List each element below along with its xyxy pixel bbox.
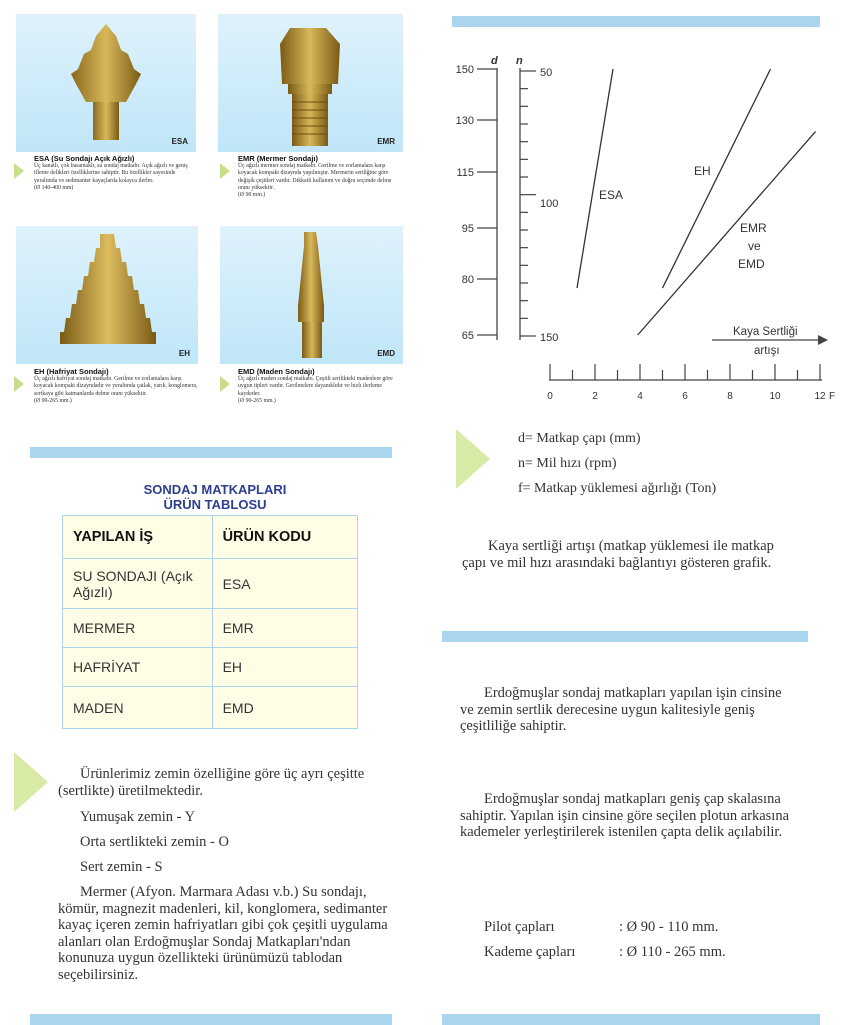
arrow-label-line2: artışı (754, 345, 780, 357)
series-line-emr (638, 132, 816, 335)
f-axis-tick-label: 8 (727, 391, 733, 402)
emd-title: EMD (Maden Sondajı) (238, 367, 315, 376)
n-axis-tick-label: 50 (540, 67, 553, 79)
step-label: Kademe çapları (484, 944, 576, 960)
f-axis-tick-label: 10 (769, 391, 781, 402)
medium-ground: Orta sertlikteki zemin - O (80, 834, 229, 850)
emr-desc: Üç ağızlı mermer sondaj matkabı. Gerilme ve zorlamalara karşı koyacak kompakt dizaynda yapılmıştır. Mermerin sertliğine göre değişik çeşitleri vardır. Dikkatli kullanım ve doğru seçimde delme oranı yüksektir. (238, 163, 392, 191)
esa-bit-image (16, 14, 196, 152)
series-line-esa (577, 69, 613, 288)
f-axis-tick-label: 4 (637, 391, 643, 402)
table-row (63, 648, 358, 687)
emr-bit-image (218, 14, 403, 152)
row-code: EMR (212, 609, 357, 648)
eh-title: EH (Hafriyat Sondajı) (34, 367, 109, 376)
legend-f: f= Matkap yüklemesi ağırlığı (Ton) (518, 481, 717, 496)
emd-desc: Üç ağızlı maden sondaj matkabı. Çeşitli sertlikteki madenlere göre uygun tipleri vardır. Gerilmelere dayanıklıdır ve hızlı ilerleme kaydeder. (238, 376, 393, 397)
emr-pointer (220, 163, 230, 179)
row-code: EH (212, 648, 357, 687)
series-label-ve: ve (748, 239, 761, 253)
series-line-eh (663, 69, 771, 288)
header-job: YAPILAN İŞ (63, 516, 213, 559)
intro-paragraph: Ürünlerimiz zemin özelliğine göre üç ayrı çeşitte (sertlikte) üretilmektedir. (58, 766, 365, 799)
product-photo-emd (220, 226, 403, 364)
table-title-line2: ÜRÜN TABLOSU (163, 497, 267, 512)
eh-size: (Ø 90-265 mm.) (34, 397, 72, 404)
f-axis-label: F (829, 391, 836, 402)
arrow-label-line1: Kaya Sertliği (733, 326, 798, 338)
f-axis-tick-label: 12 (814, 391, 826, 402)
emd-code-label: EMD (377, 349, 395, 358)
soft-ground: Yumuşak zemin - Y (80, 809, 196, 825)
legend-d: d= Matkap çapı (mm) (518, 431, 641, 446)
eh-desc: Üç ağızlı hafriyat sondaj matkabı. Gerilme ve zorlamalara karşı koyacak kompakt dizayndadır ve yeraltında çatlak, yarık, konglomera, sertkaya gibi katmanlarda delme oranı yüksektir. (34, 376, 198, 397)
mid-band-right (442, 631, 808, 642)
f-axis-tick-label: 6 (682, 391, 688, 402)
table-row (63, 687, 358, 729)
series-label-esa: ESA (599, 188, 624, 202)
series-label-eh: EH (694, 164, 711, 178)
row-code: EMD (212, 687, 357, 729)
row-job: SU SONDAJI (Açık Ağızlı) (63, 559, 213, 609)
row-code: ESA (212, 559, 357, 609)
top-band-right (452, 16, 820, 27)
eh-bit-image (16, 226, 198, 364)
table-row (63, 559, 358, 609)
emr-size: (Ø 90 mm.) (238, 192, 266, 199)
pilot-value: : Ø 90 - 110 mm. (619, 919, 719, 935)
right-paragraph-2: Erdoğmuşlar sondaj matkapları geniş çap skalasına sahiptir. Yapılan işin cinsine göre seçilen plotun arkasına kademeler yerleştirilerek istenilen çapta delik açılabilir. (460, 791, 790, 840)
bottom-band-left (30, 1014, 392, 1025)
d-axis-tick-label: 115 (456, 167, 474, 179)
body-paragraph: Mermer (Afyon. Marmara Adası v.b.) Su sondajı, kömür, magnezit madenleri, kil, konglomera, sedimanter kayaç içeren zemin hafriyatları gibi çok çeşitli uygulama alanları olan Erdoğmuşlar Sondaj Matkapları'ndan konunuza uygun özellikteki ürünümüzü tablodan seçebilirsiniz. (58, 884, 388, 983)
mid-band-left (30, 447, 392, 458)
row-job: HAFRİYAT (63, 648, 213, 687)
esa-desc: Üç kanatlı, çok basamaklı, su sondaj matkabı. Açık ağızlı ve geniş ifleme delikleri özelliklerine sahiptir. Bu özellikler sayesinde yeraltında ve sedimanter kayaçlarda kolayca ilerler. (34, 163, 188, 184)
d-axis-tick-label: 150 (455, 64, 474, 76)
product-table (62, 515, 358, 729)
emr-title: EMR (Mermer Sondajı) (238, 154, 319, 163)
chart-caption: Kaya sertliği artışı (matkap yüklemesi ile matkap çapı ve mil hızı arasındaki bağlantıyı gösteren grafik. (462, 538, 774, 571)
emd-caption (238, 368, 404, 405)
esa-code-label: ESA (171, 137, 188, 146)
header-code: ÜRÜN KODU (212, 516, 357, 559)
bottom-band-right (442, 1014, 820, 1025)
series-label-emr: EMR (740, 221, 767, 235)
pilot-label: Pilot çapları (484, 919, 555, 935)
d-axis-tick-label: 80 (461, 274, 474, 286)
hardness-chart (440, 40, 840, 410)
left-text-pointer (14, 752, 48, 812)
esa-pointer (14, 163, 24, 179)
eh-caption (34, 368, 200, 405)
legend-pointer (456, 429, 490, 489)
n-axis-tick-label: 150 (540, 332, 559, 344)
f-axis-tick-label: 2 (592, 391, 598, 402)
n-axis-tick-label: 100 (540, 198, 559, 210)
eh-pointer (14, 376, 24, 392)
series-label-emd: EMD (738, 257, 765, 271)
table-row (63, 609, 358, 648)
emr-caption (238, 155, 404, 199)
d-axis-tick-label: 95 (461, 223, 474, 235)
d-axis-tick-label: 65 (461, 330, 474, 342)
right-paragraph-1: Erdoğmuşlar sondaj matkapları yapılan işin cinsine ve zemin sertlik derecesine uygun kalitesiyle geniş çeşitliliğe sahiptir. (460, 685, 782, 734)
table-title-line1: SONDAJ MATKAPLARI (143, 482, 287, 497)
n-axis-label: n (516, 55, 523, 67)
esa-caption (34, 155, 198, 192)
esa-size: (Ø 140-400 mm) (34, 184, 74, 191)
row-job: MERMER (63, 609, 213, 648)
step-value: : Ø 110 - 265 mm. (619, 944, 726, 960)
table-header-row (63, 516, 358, 559)
f-axis-tick-label: 0 (547, 391, 553, 402)
emd-pointer (220, 376, 230, 392)
emr-code-label: EMR (377, 137, 395, 146)
product-photo-emr (218, 14, 403, 152)
d-axis-tick-label: 130 (455, 115, 474, 127)
hard-ground: Sert zemin - S (80, 859, 163, 875)
emd-bit-image (220, 226, 403, 364)
product-photo-esa (16, 14, 196, 152)
legend-n: n= Mil hızı (rpm) (518, 456, 617, 471)
row-job: MADEN (63, 687, 213, 729)
d-axis-label: d (491, 55, 498, 67)
emd-size: (Ø 90-265 mm.) (238, 397, 276, 404)
eh-code-label: EH (178, 349, 190, 358)
esa-title: ESA (Su Sondajı Açık Ağızlı) (34, 154, 135, 163)
hardness-arrowhead (818, 335, 828, 345)
product-photo-eh (16, 226, 198, 364)
